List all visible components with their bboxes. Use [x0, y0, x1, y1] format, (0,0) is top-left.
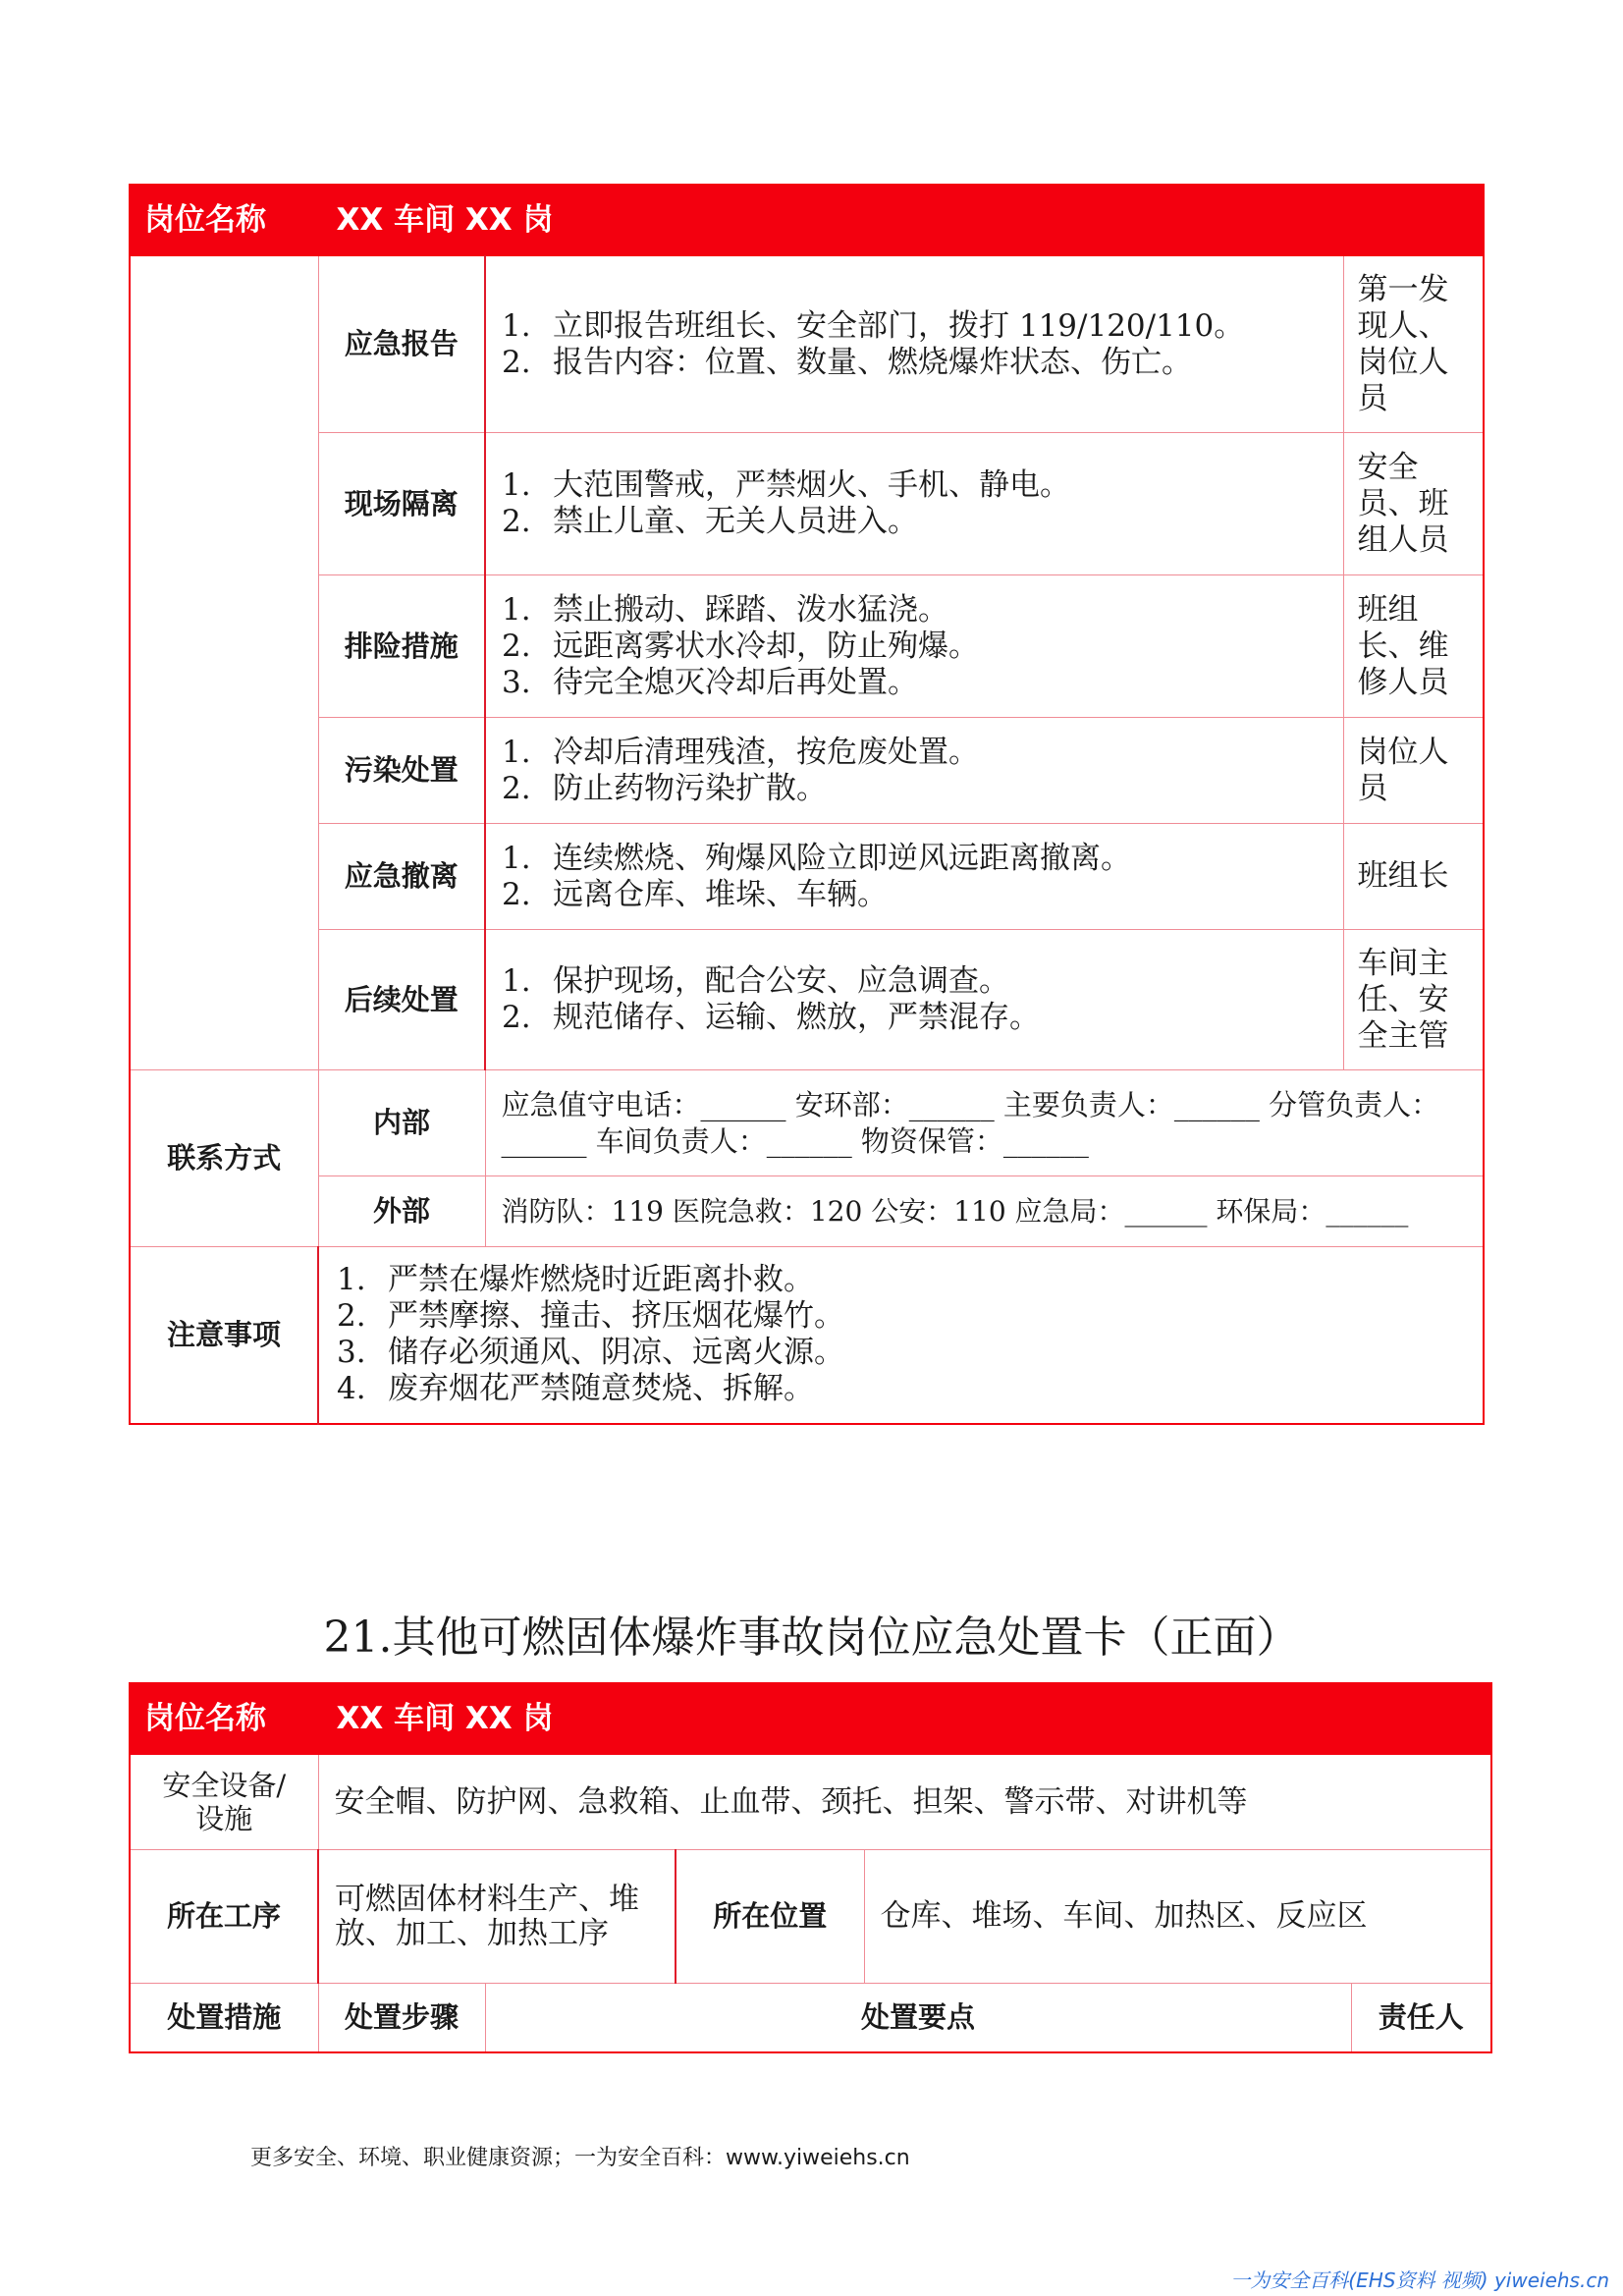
- process-value: 可燃固体材料生产、堆放、加工、加热工序: [318, 1850, 676, 1984]
- contact-internal-text: 应急值守电话：______ 安环部：______ 主要负责人：______ 分管负责人：______ 车间负责人：______ 物资保管：______: [485, 1070, 1484, 1176]
- step-row: [130, 575, 1484, 718]
- col-step-header: 处置步骤: [318, 1984, 485, 2052]
- card-title: 21.其他可燃固体爆炸事故岗位应急处置卡（正面）: [323, 1613, 1300, 1663]
- step-content: [485, 718, 1343, 824]
- location-value: 仓库、堆场、车间、加热区、反应区: [864, 1850, 1491, 1984]
- step-label: 应急撤离: [318, 824, 485, 930]
- process-row: [130, 1850, 1491, 1984]
- contact-internal-row: [130, 1070, 1484, 1176]
- list-item: 2. 远距离雾状水冷却，防止殉爆。: [502, 628, 979, 664]
- responsible-person: 安全员、班组人员: [1343, 433, 1484, 575]
- step-row: [130, 824, 1484, 930]
- step-content: [485, 575, 1343, 718]
- list-item: 2. 远离仓库、堆垛、车辆。: [502, 876, 888, 912]
- responsible-person: 车间主任、安全主管: [1343, 930, 1484, 1070]
- equipment-label: 安全设备/设施: [130, 1755, 318, 1850]
- step-content: [485, 824, 1343, 930]
- step-label: 后续处置: [318, 930, 485, 1070]
- responsible-person: 班组长: [1343, 824, 1484, 930]
- location-label: 所在位置: [676, 1850, 864, 1984]
- list-item: 1. 连续燃烧、殉爆风险立即逆风远距离撤离。: [502, 840, 1131, 876]
- post-name-value: XX 车间 XX 岗: [318, 1683, 1491, 1755]
- step-label: 污染处置: [318, 718, 485, 824]
- col-points-header: 处置要点: [485, 1984, 1351, 2052]
- emergency-card-table: [129, 1682, 1492, 2053]
- card-header-row: [130, 1683, 1491, 1755]
- list-item: 3. 储存必须通风、阴凉、远离火源。: [337, 1335, 844, 1371]
- step-row: [130, 930, 1484, 1070]
- step-content: [485, 256, 1343, 433]
- post-name-value: XX 车间 XX 岗: [318, 185, 1484, 256]
- list-item: 2. 严禁摩擦、撞击、挤压烟花爆竹。: [337, 1298, 844, 1335]
- process-label: 所在工序: [130, 1850, 318, 1984]
- list-item: 4. 废弃烟花严禁随意焚烧、拆解。: [337, 1371, 814, 1407]
- contact-external-text: 消防队：119 医院急救：120 公安：110 应急局：______ 环保局：______: [485, 1176, 1484, 1247]
- list-item: 2. 防止药物污染扩散。: [502, 770, 827, 806]
- responsible-person: 第一发现人、岗位人员: [1343, 256, 1484, 433]
- responsible-person: 班组长、维修人员: [1343, 575, 1484, 718]
- list-item: 1. 保护现场，配合公安、应急调查。: [502, 963, 1009, 999]
- contact-external-row: [130, 1176, 1484, 1247]
- watermark-link[interactable]: 一为安全百科(EHS资料 视频) yiweiehs.cn: [1230, 2269, 1609, 2292]
- measures-header-row: [130, 1984, 1491, 2052]
- equipment-value: 安全帽、防护网、急救箱、止血带、颈托、担架、警示带、对讲机等: [318, 1755, 1491, 1850]
- step-row: [130, 256, 1484, 433]
- notes-content: [318, 1247, 1484, 1424]
- responsible-person: 岗位人员: [1343, 718, 1484, 824]
- measures-label: 处置措施: [130, 1984, 318, 2052]
- notes-label: 注意事项: [130, 1247, 318, 1424]
- list-item: 2. 禁止儿童、无关人员进入。: [502, 504, 918, 539]
- list-item: 1. 立即报告班组长、安全部门，拨打 119/120/110。: [502, 307, 1245, 344]
- notes-row: [130, 1247, 1484, 1424]
- post-name-label: 岗位名称: [130, 185, 318, 256]
- equipment-row: [130, 1755, 1491, 1850]
- list-item: 2. 规范储存、运输、燃放，严禁混存。: [502, 1000, 1040, 1035]
- list-item: 1. 严禁在爆炸燃烧时近距离扑救。: [337, 1262, 814, 1298]
- step-label: 应急报告: [318, 256, 485, 433]
- contact-internal-label: 内部: [318, 1070, 485, 1176]
- list-item: 1. 禁止搬动、踩踏、泼水猛浇。: [502, 591, 948, 628]
- step-content: [485, 930, 1343, 1070]
- post-name-label: 岗位名称: [130, 1683, 318, 1755]
- col-resp-header: 责任人: [1351, 1984, 1491, 2052]
- footer-text: 更多安全、环境、职业健康资源；一为安全百科：www.yiweiehs.cn: [250, 2146, 910, 2170]
- step-label: 现场隔离: [318, 433, 485, 575]
- card-header-row: [130, 185, 1484, 256]
- step-content: [485, 433, 1343, 575]
- emergency-card-table: [129, 184, 1485, 1425]
- step-label: 排险措施: [318, 575, 485, 718]
- contact-label: 联系方式: [130, 1070, 318, 1247]
- list-item: 1. 冷却后清理残渣，按危废处置。: [502, 734, 979, 770]
- step-row: [130, 718, 1484, 824]
- list-item: 3. 待完全熄灭冷却后再处置。: [502, 664, 918, 700]
- list-item: 1. 大范围警戒，严禁烟火、手机、静电。: [502, 467, 1070, 503]
- measures-left-cell: [130, 256, 318, 1070]
- step-row: [130, 433, 1484, 575]
- list-item: 2. 报告内容：位置、数量、燃烧爆炸状态、伤亡。: [502, 344, 1192, 380]
- contact-external-label: 外部: [318, 1176, 485, 1247]
